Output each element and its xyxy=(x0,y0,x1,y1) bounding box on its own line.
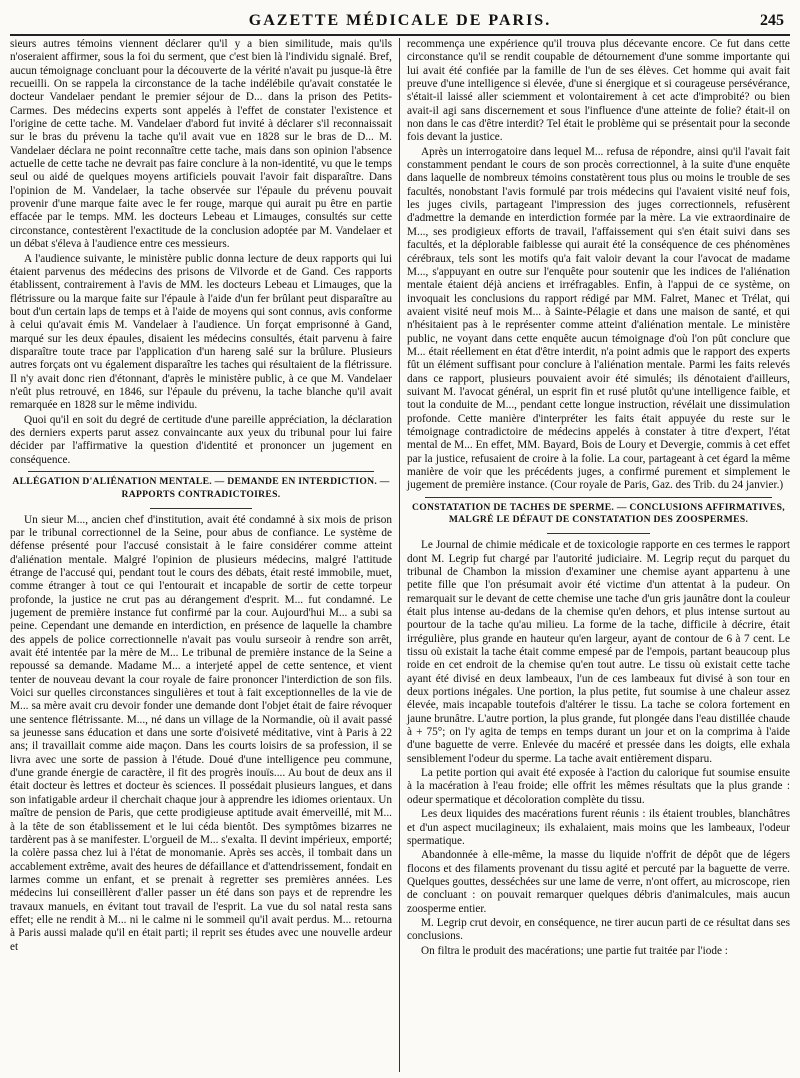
journal-title: GAZETTE MÉDICALE DE PARIS. xyxy=(248,12,552,29)
heading-rule xyxy=(150,508,252,509)
page-header xyxy=(10,0,790,36)
paragraph: M. Legrip crut devoir, en conséquence, ne tirer aucun parti de ce résultat dans ses conclusions. xyxy=(407,916,790,943)
section-divider xyxy=(425,497,772,498)
paragraph: Après un interrogatoire dans lequel M... refusa de répondre, ainsi qu'il l'avait fait constamment pendant le cours de son procès correctionnel, à la suite d'une enquête dans laquelle de nombreux témoins constatèrent tous plus ou moins le trouble de ses facultés, nonobstant l'avis formulé par trois médecins qui l'avaient visité neuf fois, les juges civils, partageant l'impression des juges correctionnels, refusèrent d'admettre la demande en interdiction formée par la mère. La vie extraordinaire de M..., ses prodigieux efforts de travail, l'affaissement qui s'en était suivi dans ses facultés, et la déplorable faiblesse qui aurait été la conséquence de ces phénomènes cérébraux, tels sont les motifs qu'a fait valoir devant la cour l'avocat de madame M..., s'appuyant en outre sur l'enquête pour soutenir que les indices de l'aliénation mentale étaient déjà anciens et irréfragables. Enfin, à l'appui de ce système, on invoquait les conclusions du rapport rédigé par MM. Falret, Manec et Trélat, qui avaient visité neuf mois M... à Sainte-Pélagie et dans une maison de santé, et qui n'hésitaient pas à le représenter comme atteint d'aliénation mentale. Le ministère public, ne voyant dans cette enquête aucun témoignage d'où l'on pût conclure que M... était réellement en état d'être interdit, n'a point admis que le rapport des experts fût un élément suffisant pour conclure à l'aliénation mentale. Parmi les faits relevés dans ce rapport, plusieurs pouvaient avoir été simulés; ils dénotaient d'ailleurs, suivant M. l'avocat général, un esprit fin et rusé plutôt qu'une intelligence faible, et tout la conduite de M..., pendant cette longue instruction, révélait une dissimulation profonde. Cette manière d'interpréter les faits était appuyée du reste sur le témoignage contradictoire de médecins appelés à constater à titre d'expert, l'état mental de M... En effet, MM. Bayard, Bois de Loury et Devergie, commis à cet effet par la justice, refusaient de croire à la folie. La cour, partageant à cet égard la même manière de voir que les précédents juges, a confirmé purement et simplement le jugement de première instance. (Cour royale de Paris, Gaz. des Trib. du 24 janvier.) xyxy=(407,145,790,492)
paragraph: Le Journal de chimie médicale et de toxicologie rapporte en ces termes le rapport dont M. Legrip fut chargé par l'autorité judiciaire. M. Legrip reçut du parquet du tribunal de Chambon la mission d'examiner une chemise ayant appartenu à une petite fille que l'on présumait avoir été victime d'un attentat à la pudeur. On remarquait sur le devant de cette chemise une tache d'un gris jaunâtre dont la couleur était plus intense au-dedans de la chemise qu'en dehors, et plus intense surtout au pourtour de la tache qu'au milieu. La forme de la tache, difficile à décrire, était irrégulière, plus grande en hauteur qu'en largeur, ayant de contour de 6 à 7 cent. Le tissu où existait la tache était comme empesé par de l'empois, partant beaucoup plus roide en cet endroit de la chemise qu'en tout autre. Le tissu où existait cette tache ayant été divisé en deux lambeaux, l'un de ces lambeaux fut divisé à son tour en deux portions inégales. Une portion, la plus petite, fut soumise à une chaleur assez élevée, mais incapable toutefois d'altérer le tissu. La tache se colora fortement en jaune brunâtre. L'autre portion, la plus grande, fut plongée dans l'eau distillée chaude à + 75°; on l'y agita de temps en temps durant un jour et on la comprima à l'aide d'une baguette de verre. Enlevée du macéré et pressée dans les doigts, elle exhala sensiblement l'odeur du sperme. La tache avait entièrement disparu. xyxy=(407,539,790,765)
page-number: 245 xyxy=(760,12,784,29)
paragraph: Un sieur M..., ancien chef d'institution, avait été condamné à six mois de prison par le tribunal correctionnel de la Seine, pour abus de confiance. Le système de défense présenté pour l'accusé consistait à le faire considérer comme atteint d'aliénation mentale. Malgré l'opinion de plusieurs médecins, malgré l'attitude étrange de l'accusé qui, pendant tout le cours des débats, était resté immobile, muet, comme étranger à tout ce qui l'entourait et incapable de sortir de cette torpeur profonde, la justice ne crut pas au dérangement d'esprit. M... fut condamné. Le jugement de première instance fut confirmé par la cour. Aujourd'hui M... a subi sa peine. Cependant une demande en interdiction, en présence de laquelle la chambre des appels de police correctionnelle n'avait pas voulu surseoir à rendre son arrêt, avait été intentée par la mère de M... Le tribunal de première instance de la Seine a repoussé sa demande. Madame M... a interjeté appel de cette sentence, et vient tenter de nouveau devant la cour royale de faire prononcer l'interdiction de son fils. Voici sur quelles circonstances singulières et tout à fait exceptionnelles de la vie de M... sa mère avait cru devoir fonder une demande dont l'objet était de faire révoquer une sentence flétrissante. M..., né dans un village de la Normandie, où il avait passé sa jeunesse sans éducation et dans une sorte d'oisiveté méditative, vint à Paris à 22 ans; il travaillait comme aide maçon. Dans les courts loisirs de sa profession, il se livra avec une sorte de passion à l'étude. Doué d'une intelligence peu commune, d'une grande énergie de caractère, il fit des progrès inouïs.... Au bout de deux ans il était docteur ès lettres et docteur ès sciences. Il possédait plusieurs langues, et dans son infatigable ardeur il cherchait chaque jour à apprendre les idiomes orientaux. Un maître de pension de Paris, que cette prodigieuse aptitude avait émerveillé, mit M... à la tête de son établissement et le lui céda bientôt. Des symptômes bizarres ne tardèrent pas à se manifester. L'orgueil de M... s'exalta. Il devint impérieux, emporté; la colère passa chez lui à l'état de monomanie. Après ses accès, il tombait dans un accablement extrême, avait des heures de défaillance et d'attendrissement, fondait en larmes comme un enfant, et se prenait à regretter ses premières années. Les médecins lui conseillèrent d'aller passer un été dans son pays et de reprendre les travaux manuels, en évitant tout travail de l'esprit. La vue du sol natal resta sans effet; elle ne rendit à M... ni le calme ni le sommeil qu'il avait perdus. M... retourna à Paris aussi malade qu'il en était parti; il reprit ses études avec une nouvelle ardeur et xyxy=(10,513,392,953)
paragraph: Les deux liquides des macérations furent réunis : ils étaient troubles, blanchâtres et d'un aspect mucilagineux; ils exhalaient, mais moins que les lambeaux, l'odeur spermatique. xyxy=(407,808,790,847)
paragraph: recommença une expérience qu'il trouva plus décevante encore. Ce fut dans cette circonstance qu'il se rendit coupable de détournement d'une somme importante qui lui avait été confiée par la famille de l'un de ses élèves. Cet homme qui avait fait preuve d'une intelligence si élevée, d'une si énergique et si courageuse persévérance, s'était-il laissé aller sciemment et volontairement à cet acte d'improbité? ou bien avait-il agi sans discernement et sous l'influence d'une atteinte de folie? était-il on non dans le cas d'être interdit? Tel était le problème qui se présentait pour la seconde fois devant la justice. xyxy=(407,38,790,144)
heading-rule xyxy=(547,533,650,534)
section-heading: ALLÉGATION D'ALIÉNATION MENTALE. — DEMANDE EN INTERDICTION. — RAPPORTS CONTRADICTOIRES. xyxy=(12,476,390,500)
paragraph: Quoi qu'il en soit du degré de certitude d'une pareille appréciation, la déclaration des derniers experts parut assez convaincante aux yeux du tribunal pour lui faire décider par l'affirmative la question d'identité et prononcer un jugement en conséquence. xyxy=(10,413,392,466)
paragraph: Abandonnée à elle-même, la masse du liquide n'offrit de dépôt que de légers flocons et des filaments provenant du tissu agité et percuté par la baguette de verre. Quelques gouttes, desséchées sur une lame de verre, n'ont offert, au microscope, rien de concluant : on pouvait remarquer quelques débris d'animalcules, mais aucun zoosperme entier. xyxy=(407,849,790,915)
paragraph: sieurs autres témoins viennent déclarer qu'il y a bien similitude, mais qu'ils n'oseraient affirmer, sous la foi du serment, que c'est bien là l'individu signalé. Bref, aucun témoignage concluant pour la découverte de la vérité n'avait pu jusque-là être recueilli. On se rappela la circonstance de la tache indélébile qu'avait constatée le docteur Vandelaer pendant le premier séjour de D... dans la prison des Petits-Carmes. Des médecins experts sont appelés à l'effet de constater l'existence et l'origine de cette tache. M. Vandelaer d'abord fut invité à déclarer s'il reconnaissait sur le bras du prévenu la tache qu'il avait vue en 1828 sur le bras de D... M. Vandelaer déclara ne point reconnaître cette tache, mais dans son opinion l'absence actuelle de cette tache ne devrait pas faire conclure à la non-identité, vu que le temps seul ou aidé de quelques moyens artificiels pouvait l'avoir fait disparaître. Dans l'opinion de M. Vandelaer, la tache observée sur l'épaule du prévenu pouvait provenir d'une marque faite avec le fer rouge, marque qui aurait pu être en partie effacée par le temps. MM. les docteurs Lebeau et Limauges, consultés sur cette circonstance, contestèrent l'exactitude de la conclusion adoptée par M. Vandelaer et un débat s'éleva à l'audience entre ces messieurs. xyxy=(10,38,392,251)
paragraph: A l'audience suivante, le ministère public donna lecture de deux rapports qui lui étaient parvenus des médecins des prisons de Vilvorde et de Gand. Ces rapports établissent, contrairement à l'avis de MM. les docteurs Lebeau et Limauges, que la flétrissure ou la marque faite sur l'épaule à l'aide d'un fer brûlant peut disparaître au bout d'un certain laps de temps et à l'aide de moyens qui sont connus, avis conforme à celui qu'avait émis M. Vandelaer à l'audience. Un forçat emprisonné à Gand, marqué sur les deux épaules, disaient les médecins consultés, était parvenu à faire disparaître toute trace par l'application d'un hareng salé sur la brûlure. Plusieurs autres forçats ont vu également disparaître les taches qui résultaient de la flétrissure. Il n'y avait donc rien d'étonnant, d'après le ministère public, à ce que M. Vandelaer n'eût plus retrouvé, en 1846, sur l'épaule du prévenu, la tache blanche qu'il avait remarquée en 1828 sur le même individu. xyxy=(10,252,392,412)
section-divider xyxy=(28,471,374,472)
left-column xyxy=(10,38,400,1072)
paragraph: La petite portion qui avait été exposée à l'action du calorique fut soumise ensuite à la macération à l'eau froide; elle offrit les mêmes résultats que la plus grande : odeur spermatique et décoloration complète du tissu. xyxy=(407,767,790,806)
paragraph: On filtra le produit des macérations; une partie fut traitée par l'iode : xyxy=(421,944,728,957)
two-column-body xyxy=(10,38,790,1072)
section-heading: CONSTATATION DE TACHES DE SPERME. — CONCLUSIONS AFFIRMATIVES, MALGRÉ LE DÉFAUT DE CONSTATATION DES ZOOSPERMES. xyxy=(412,501,785,526)
right-column xyxy=(400,38,790,1072)
